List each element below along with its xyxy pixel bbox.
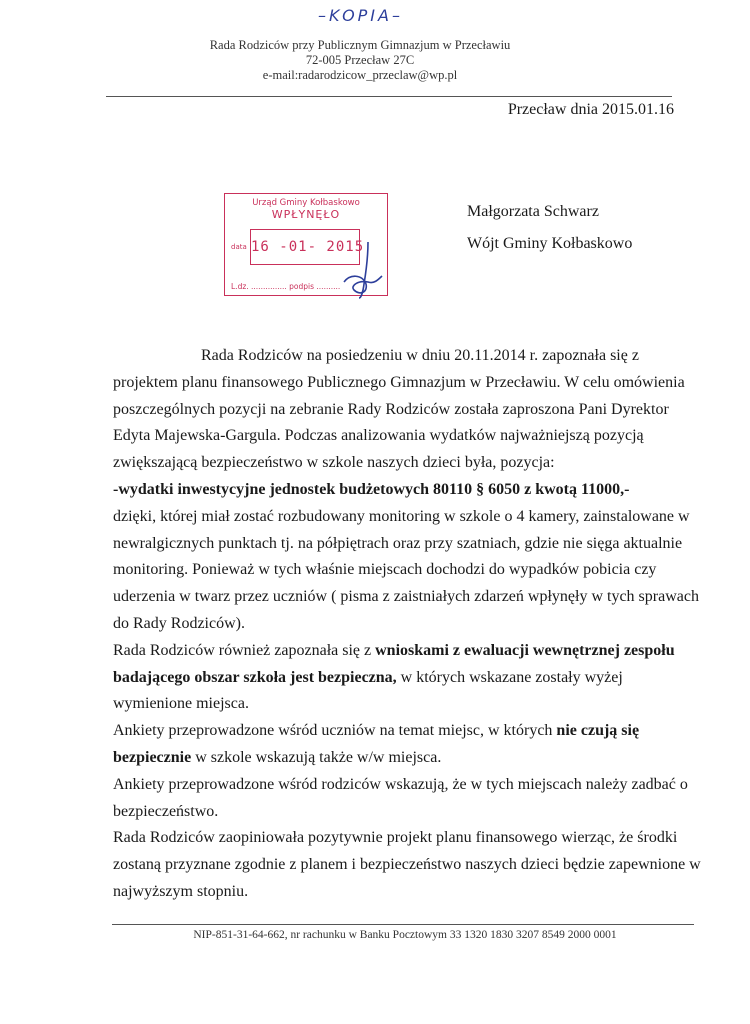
copy-handwritten-mark: –KOPIA– [318,6,403,25]
footer-bank-details: NIP-851-31-64-662, nr rachunku w Banku Pocztowym 33 1320 1830 3207 8549 2000 0001 [193,929,617,941]
letter-date: Przecław dnia 2015.01.16 [507,101,674,118]
letterhead [150,38,570,83]
body-paragraph-parents-survey: Ankiety przeprowadzone wśród rodziców wskazują, że w tych miejscach należy zadbać o bezpieczeństwo. [113,775,688,820]
header-divider [106,96,672,97]
evaluation-bold: wnioskami z ewaluacji wewnętrznej zespołu badającego obszar szkoła jest bezpieczna, [113,641,675,686]
body-paragraph-monitoring: dzięki, której miał zostać rozbudowany monitoring w szkole o 4 kamery, zainstalowane w newralgicznych punktach tj. na półpiętrach oraz przy szatniach, gdzie nie sięga aktualnie monitoring. Ponieważ w tych właśnie miejscach dochodzi do wypadków pobicia czy uderzenia w twarz przez uczniów ( pisma z zaistniałych zdarzeń wpłynęły w tych sprawach do Rady Rodziców). [113,507,699,632]
budget-item-bold: -wydatki inwestycyjne jednostek budżetowych 80110 § 6050 z kwotą 11000,- [113,480,630,498]
letterhead-email: e-mail:radarodzicow_przeclaw@wp.pl [262,68,458,82]
letterhead-address: 72-005 Przecław 27C [305,53,415,67]
letterhead-organization: Rada Rodziców przy Publicznym Gimnazjum w Przecławiu [209,38,511,52]
students-survey-bold: nie czują się bezpiecznie [113,722,640,766]
body-paragraph-intro: Rada Rodziców na posiedzeniu w dniu 20.11.2014 r. zapoznała się z projektem planu finansowego Publicznego Gimnazjum w Przecławiu. W celu omówienia poszczególnych pozycji na zebranie Rady Rodziców została zaproszona Pani Dyrektor Edyta Majewska-Gargula. Podczas analizowania wydatków najważniejszą pozycją zwiększającą bezpieczeństwo w szkole naszych dzieci była, pozycja: [113,347,685,472]
stamp-office: Urząd Gminy Kołbaskowo [252,198,360,208]
stamp-date-label: data [231,243,247,251]
addressee-title: Wójt Gminy Kołbaskowo [467,235,633,252]
handwritten-signature [330,240,390,300]
stamp-date-value: 16 -01- 2015 [251,239,365,255]
body-paragraph-conclusion: Rada Rodziców zaopiniowała pozytywnie projekt planu finansowego wierząc, że środki zostaną przyznane zgodnie z planem i bezpieczeństwo naszych dzieci będzie zapewnione w najwyższym stopniu. [113,829,701,900]
stamp-received-label: WPŁYNĘŁO [271,208,341,221]
evaluation-text-end: w których wskazane zostały wyżej wymienione miejsca. [113,668,623,713]
addressee-block [467,196,632,260]
students-survey-end: w szkole wskazują także w/w miejsca. [195,748,442,766]
stamp-footer: L.dz. ............... podpis .......... [231,282,341,291]
addressee-name: Małgorzata Schwarz [467,203,599,220]
body-paragraph-evaluation [113,638,703,718]
students-survey-start: Ankiety przeprowadzone wśród uczniów na temat miejsc, w których [113,722,553,740]
footer-divider [112,924,694,925]
body-paragraph-students-survey [113,718,703,772]
body-paragraph-budget-item [113,477,703,504]
letter-body [113,343,703,906]
evaluation-text-start: Rada Rodziców również zapoznała się z [113,641,372,659]
